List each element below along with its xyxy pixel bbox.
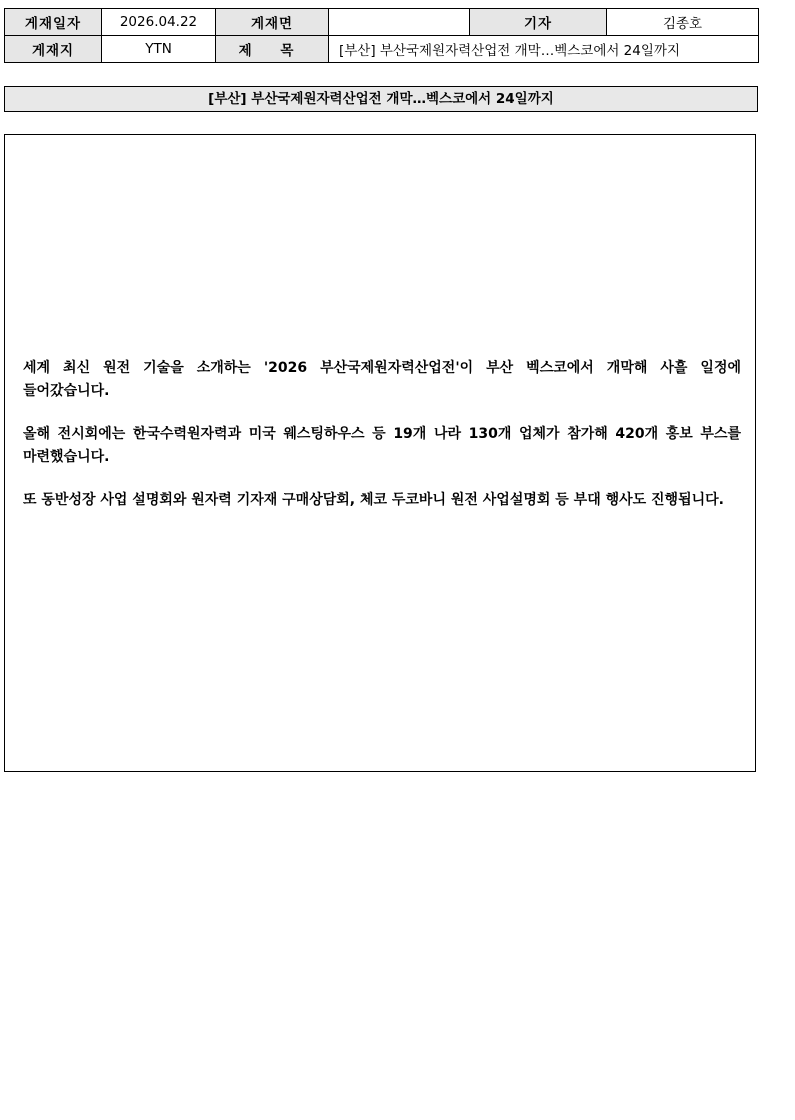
media-value: YTN — [102, 36, 216, 63]
article-meta-table — [4, 8, 759, 63]
headline-label: 제 목 — [216, 36, 329, 63]
article-paragraph-3: 또 동반성장 사업 설명회와 원자력 기자재 구매상담회, 체코 두코바니 원전 사업설명회 등 부대 행사도 진행됩니다. — [23, 492, 724, 508]
article-paragraph-2: 올해 전시회에는 한국수력원자력과 미국 웨스팅하우스 등 19개 나라 130개 업체가 참가해 420개 홍보 부스를 마련했습니다. — [23, 426, 741, 465]
page-value — [329, 9, 470, 36]
media-label: 게재지 — [5, 36, 102, 63]
article-paragraph-1: 세계 최신 원전 기술을 소개하는 '2026 부산국제원자력산업전'이 부산 벡스코에서 개막해 사흘 일정에 들어갔습니다. — [23, 360, 741, 399]
meta-row-1 — [5, 9, 759, 36]
reporter-label: 기자 — [470, 9, 607, 36]
date-label: 게재일자 — [5, 9, 102, 36]
article-title: [부산] 부산국제원자력산업전 개막…벡스코에서 24일까지 — [4, 86, 758, 112]
page-label: 게재면 — [216, 9, 329, 36]
headline-value: [부산] 부산국제원자력산업전 개막…벡스코에서 24일까지 — [329, 36, 759, 63]
article-content-box — [4, 134, 756, 772]
article-body — [23, 357, 741, 532]
meta-row-2 — [5, 36, 759, 63]
reporter-value: 김종호 — [607, 9, 759, 36]
date-value: 2026.04.22 — [102, 9, 216, 36]
